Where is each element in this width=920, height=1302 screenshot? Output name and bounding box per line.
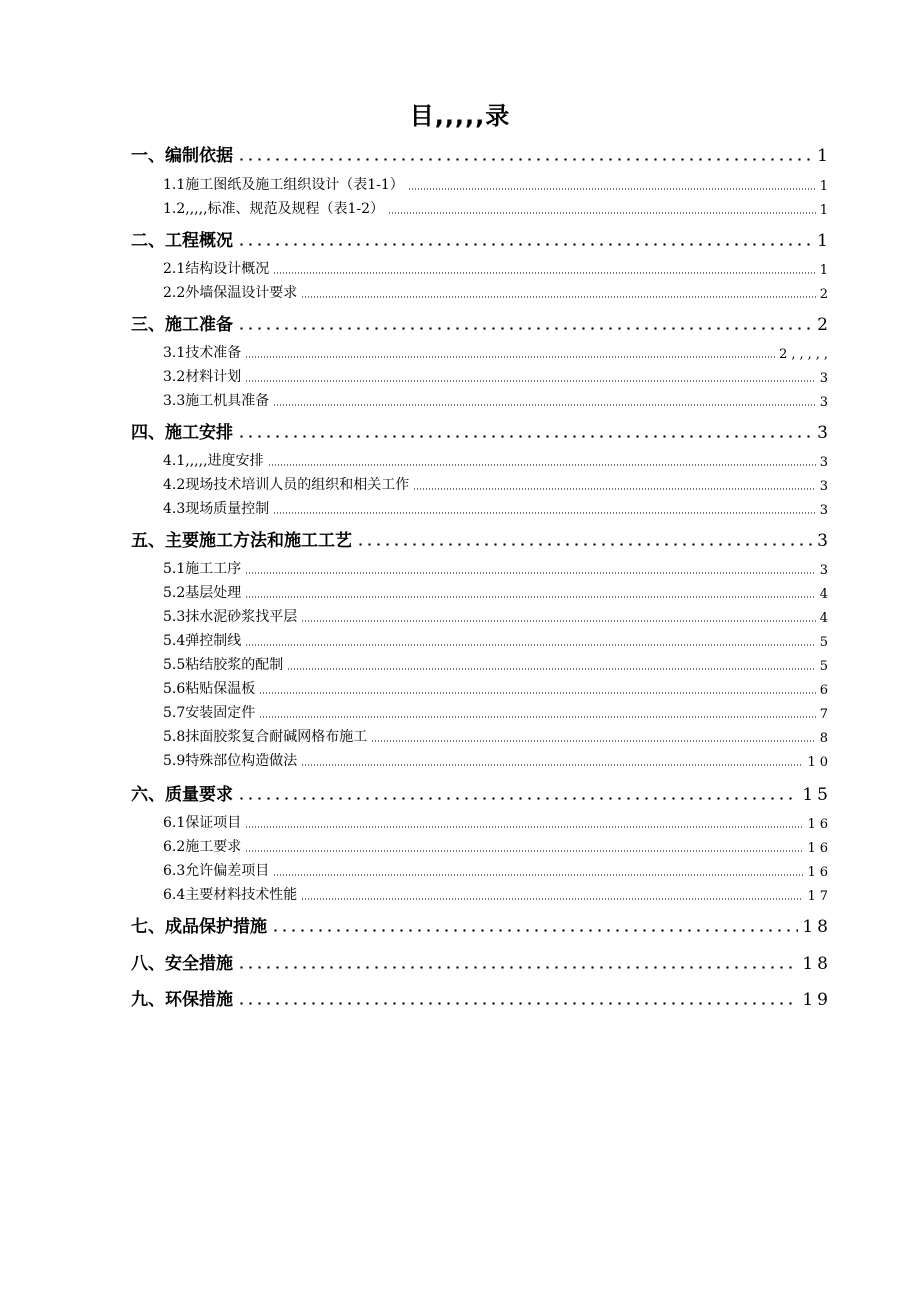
toc-entry-label: 4.2现场技术培训人员的组织和相关工作 [163, 477, 410, 493]
dot-leader [356, 543, 813, 546]
toc-page-number: 1 [819, 263, 832, 278]
toc-subsection-entry[interactable] [163, 656, 832, 674]
toc-entry-label: 5.3抹水泥砂浆找平层 [163, 609, 298, 625]
toc-page-number: 5 [819, 635, 832, 650]
dot-leader [237, 797, 798, 800]
toc-subsection-entry[interactable] [163, 632, 832, 650]
dot-leader [245, 572, 815, 574]
toc-subsection-entry[interactable] [163, 584, 832, 602]
toc-subsection-entry[interactable] [163, 500, 832, 518]
toc-entry-label: 四、施工安排 [131, 423, 233, 443]
toc-page-number: 18 [802, 917, 832, 937]
toc-subsection-entry[interactable] [163, 344, 832, 362]
toc-page-number: 10 [807, 755, 832, 770]
toc-entry-label: 6.2施工要求 [163, 839, 242, 855]
toc-entry-label: 4.1,,,,,进度安排 [163, 453, 264, 469]
toc-entry-label: 5.6粘贴保温板 [163, 681, 256, 697]
dot-leader [237, 966, 798, 969]
dot-leader [301, 620, 815, 622]
toc-subsection-entry[interactable] [163, 368, 832, 386]
toc-subsection-entry[interactable] [163, 284, 832, 302]
toc-page-number: 5 [819, 659, 832, 674]
toc-page-number: 16 [807, 841, 832, 856]
toc-entry-label: 三、施工准备 [131, 315, 233, 335]
dot-leader [259, 692, 815, 694]
dot-leader [245, 644, 815, 646]
toc-entry-label: 5.5粘结胶浆的配制 [163, 657, 284, 673]
toc-section-entry[interactable] [131, 915, 832, 937]
toc-page-number: 3 [817, 423, 832, 443]
dot-leader [237, 1002, 798, 1005]
dot-leader [301, 764, 803, 766]
dot-leader [273, 272, 815, 274]
toc-entry-label: 5.1施工工序 [163, 561, 242, 577]
toc-subsection-entry[interactable] [163, 838, 832, 856]
toc-entry-label: 3.2材料计划 [163, 369, 242, 385]
toc-entry-label: 一、编制依据 [131, 146, 233, 166]
dot-leader [245, 356, 775, 358]
dot-leader [273, 512, 815, 514]
dot-leader [245, 850, 803, 852]
toc-page-number: 6 [819, 683, 832, 698]
dot-leader [413, 488, 815, 490]
toc-entry-label: 1.1施工图纸及施工组织设计（表1-1） [163, 177, 404, 193]
dot-leader [237, 158, 813, 161]
toc-section-entry[interactable] [131, 783, 832, 805]
toc-subsection-entry[interactable] [163, 608, 832, 626]
toc-entry-label: 1.2,,,,,标准、规范及规程（表1-2） [163, 201, 385, 217]
toc-entry-label: 4.3现场质量控制 [163, 501, 270, 517]
dot-leader [271, 929, 798, 932]
toc-section-entry[interactable] [131, 144, 832, 166]
toc-subsection-entry[interactable] [163, 560, 832, 578]
toc-page-number: 2,,,,, [779, 347, 832, 362]
toc-subsection-entry[interactable] [163, 862, 832, 880]
toc-entry-label: 六、质量要求 [131, 785, 233, 805]
dot-leader [273, 404, 815, 406]
toc-section-entry[interactable] [131, 952, 832, 974]
toc-page-number: 3 [819, 371, 832, 386]
toc-section-entry[interactable] [131, 421, 832, 443]
toc-entry-label: 3.3施工机具准备 [163, 393, 270, 409]
toc-page-number: 2 [817, 315, 832, 335]
toc-page-number: 3 [819, 479, 832, 494]
dot-leader [388, 212, 816, 214]
dot-leader [268, 464, 816, 466]
toc-entry-label: 5.2基层处理 [163, 585, 242, 601]
toc-entry-label: 2.2外墙保温设计要求 [163, 285, 298, 301]
toc-subsection-entry[interactable] [163, 886, 832, 904]
toc-page-number: 2 [819, 287, 832, 302]
toc-page-number: 17 [807, 889, 832, 904]
dot-leader [287, 668, 815, 670]
dot-leader [245, 826, 803, 828]
dot-leader [301, 296, 815, 298]
dot-leader [408, 188, 816, 190]
toc-page-number: 3 [819, 503, 832, 518]
toc-subsection-entry[interactable] [163, 728, 832, 746]
dot-leader [237, 435, 813, 438]
toc-entry-label: 6.4主要材料技术性能 [163, 887, 298, 903]
toc-page-number: 16 [807, 865, 832, 880]
toc-subsection-entry[interactable] [163, 392, 832, 410]
toc-subsection-entry[interactable] [163, 814, 832, 832]
toc-section-entry[interactable] [131, 229, 832, 251]
toc-page-number: 7 [819, 707, 832, 722]
dot-leader [301, 898, 803, 900]
toc-subsection-entry[interactable] [163, 680, 832, 698]
toc-entry-label: 6.3允许偏差项目 [163, 863, 270, 879]
toc-entry-label: 5.9特殊部位构造做法 [163, 753, 298, 769]
toc-entry-label: 五、主要施工方法和施工工艺 [131, 531, 352, 551]
toc-page-number: 1 [819, 203, 832, 218]
toc-subsection-entry[interactable] [163, 176, 832, 194]
toc-entry-label: 二、工程概况 [131, 231, 233, 251]
toc-entry-label: 七、成品保护措施 [131, 917, 267, 937]
toc-page-number: 4 [819, 587, 832, 602]
dot-leader [245, 596, 815, 598]
toc-page-number: 16 [807, 817, 832, 832]
toc-page-number: 3 [819, 395, 832, 410]
page-title: 目,,,,,录 [409, 102, 511, 130]
toc-page-number: 1 [817, 146, 832, 166]
toc-subsection-entry[interactable] [163, 200, 832, 218]
toc-subsection-entry[interactable] [163, 452, 832, 470]
toc-entry-label: 5.4弹控制线 [163, 633, 242, 649]
toc-page-number: 19 [802, 990, 832, 1010]
toc-entry-label: 5.8抹面胶浆复合耐碱网格布施工 [163, 729, 368, 745]
toc-page-number: 1 [817, 231, 832, 251]
toc-page-number: 15 [802, 785, 832, 805]
toc-page-number: 3 [819, 455, 832, 470]
toc-entry-label: 3.1技术准备 [163, 345, 242, 361]
toc-page-number: 3 [819, 563, 832, 578]
dot-leader [245, 380, 815, 382]
toc-subsection-entry[interactable] [163, 476, 832, 494]
toc-page-number: 4 [819, 611, 832, 626]
dot-leader [273, 874, 803, 876]
toc-entry-label: 八、安全措施 [131, 954, 233, 974]
toc-section-entry[interactable] [131, 988, 832, 1010]
toc-entry-label: 6.1保证项目 [163, 815, 242, 831]
toc-subsection-entry[interactable] [163, 260, 832, 278]
dot-leader [237, 243, 813, 246]
toc-entry-label: 2.1结构设计概况 [163, 261, 270, 277]
toc-entry-label: 九、环保措施 [131, 990, 233, 1010]
toc-entry-label: 5.7安装固定件 [163, 705, 256, 721]
toc-page-number: 8 [819, 731, 832, 746]
dot-leader [371, 740, 815, 742]
dot-leader [237, 327, 813, 330]
toc-section-entry[interactable] [131, 529, 832, 551]
toc-page-number: 1 [819, 179, 832, 194]
toc-subsection-entry[interactable] [163, 752, 832, 770]
toc-subsection-entry[interactable] [163, 704, 832, 722]
toc-page-number: 3 [817, 531, 832, 551]
dot-leader [259, 716, 815, 718]
toc-section-entry[interactable] [131, 313, 832, 335]
toc-page-number: 18 [802, 954, 832, 974]
